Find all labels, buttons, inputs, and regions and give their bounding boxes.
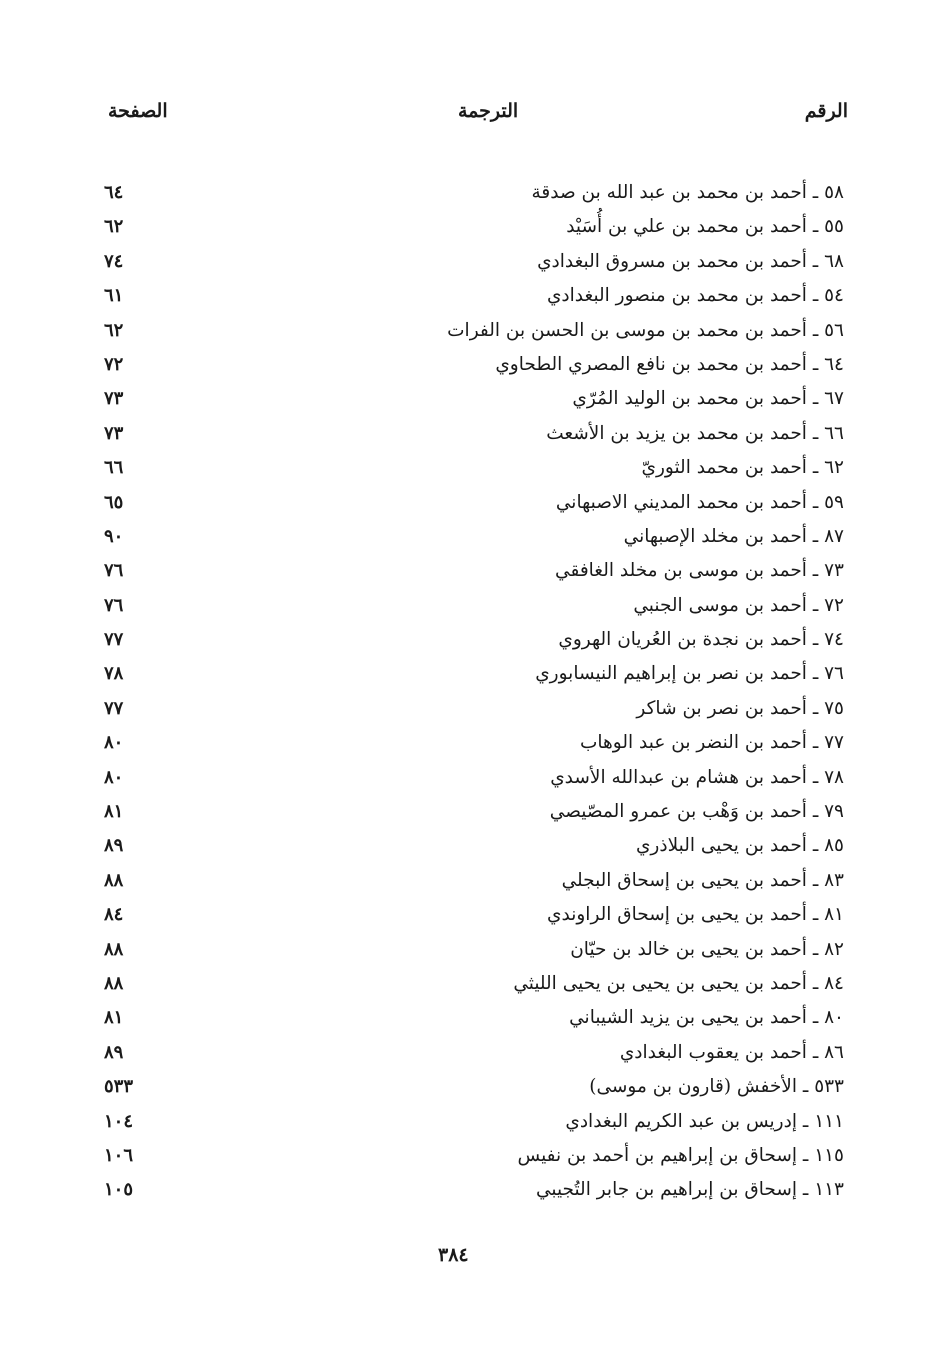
entry-text: ٥٩ ـ أحمد بن محمد المديني الاصبهاني xyxy=(555,491,844,513)
entry-text: ٥٣٣ ـ الأخفش (قارون بن موسى) xyxy=(589,1076,844,1098)
entry-text: ٨٠ ـ أحمد بن يحيى بن يزيد الشيباني xyxy=(569,1007,844,1029)
list-item xyxy=(0,1140,940,1174)
entry-text: ٧٦ ـ أحمد بن نصر بن إبراهيم النيسابوري xyxy=(535,663,844,685)
header-number-label: الرقم xyxy=(804,100,848,122)
entry-text: ٦٦ ـ أحمد بن محمد بن يزيد بن الأشعث xyxy=(546,422,844,444)
entry-text: ٧٧ ـ أحمد بن النضر بن عبد الوهاب xyxy=(580,732,844,754)
table-header xyxy=(0,100,940,134)
list-item xyxy=(0,487,940,521)
entry-text: ٥٨ ـ أحمد بن محمد بن عبد الله بن صدقة xyxy=(531,182,844,203)
entry-page: ٨٨ xyxy=(104,972,124,994)
entry-text: ٥٥ ـ أحمد بن محمد بن علي بن أُسَيْد xyxy=(566,216,844,238)
entry-text: ١١١ ـ إدريس بن عبد الكريم البغدادي xyxy=(565,1110,844,1132)
list-item xyxy=(0,658,940,692)
entry-page: ٦٢ xyxy=(104,216,124,238)
entry-page: ٨٤ xyxy=(104,904,124,926)
entry-page: ٨٠ xyxy=(104,732,124,754)
entry-page: ١٠٦ xyxy=(104,1144,134,1166)
entry-page: ٧٣ xyxy=(104,422,124,444)
entry-text: ٧٨ ـ أحمد بن هشام بن عبدالله الأسدي xyxy=(550,766,844,788)
entry-text: ١١٥ ـ إسحاق بن إبراهيم بن أحمد بن نفيس xyxy=(517,1144,844,1166)
list-item xyxy=(0,899,940,933)
list-item xyxy=(0,968,940,1002)
entry-page: ٦١ xyxy=(104,285,124,307)
list-item xyxy=(0,1106,940,1140)
entry-text: ٨٣ ـ أحمد بن يحيى بن إسحاق البجلي xyxy=(561,869,844,891)
list-item xyxy=(0,693,940,727)
list-item xyxy=(0,246,940,280)
entry-page: ٨١ xyxy=(104,1007,124,1029)
list-item xyxy=(0,349,940,383)
entry-text: ١١٣ ـ إسحاق بن إبراهيم بن جابر التُجيبي xyxy=(535,1179,844,1201)
list-item xyxy=(0,418,940,452)
list-item xyxy=(0,521,940,555)
list-item xyxy=(0,830,940,864)
list-item xyxy=(0,177,940,211)
list-item xyxy=(0,280,940,314)
entry-text: ٨٢ ـ أحمد بن يحيى بن خالد بن حيّان xyxy=(570,938,844,960)
list-item xyxy=(0,934,940,968)
list-item xyxy=(0,1002,940,1036)
entry-page: ٩٠ xyxy=(104,525,124,547)
entry-text: ٨١ ـ أحمد بن يحيى بن إسحاق الراوندي xyxy=(547,904,844,926)
list-item xyxy=(0,865,940,899)
list-item xyxy=(0,211,940,245)
entry-page: ٧٧ xyxy=(104,629,124,651)
entry-text: ٨٥ ـ أحمد بن يحيى البلاذري xyxy=(635,835,844,857)
entry-page: ٨١ xyxy=(104,801,124,823)
list-item xyxy=(0,555,940,589)
entry-page: ٦٥ xyxy=(104,491,124,513)
entry-text: ٨٤ ـ أحمد بن يحيى بن يحيى بن يحيى الليثي xyxy=(513,972,844,994)
entry-text: ٨٧ ـ أحمد بن مخلد الإصبهاني xyxy=(623,525,844,547)
entry-text: ٥٤ ـ أحمد بن محمد بن منصور البغدادي xyxy=(546,285,844,307)
list-item xyxy=(0,762,940,796)
index-list xyxy=(0,177,940,1209)
list-item xyxy=(0,315,940,349)
entry-page: ٨٩ xyxy=(104,835,124,857)
entry-text: ٦٨ ـ أحمد بن محمد بن مسروق البغدادي xyxy=(537,250,844,272)
list-item xyxy=(0,1071,940,1105)
entry-text: ٦٢ ـ أحمد بن محمد الثوريّ xyxy=(641,457,844,479)
entry-page: ٧٤ xyxy=(104,250,124,272)
header-entry-label: الترجمة xyxy=(458,100,519,122)
list-item xyxy=(0,624,940,658)
list-item xyxy=(0,1174,940,1208)
entry-text: ٧٤ ـ أحمد بن نجدة بن العُريان الهروي xyxy=(558,629,844,651)
list-item xyxy=(0,727,940,761)
entry-page: ١٠٥ xyxy=(104,1179,134,1201)
entry-page: ٦٤ xyxy=(104,182,124,203)
list-item xyxy=(0,590,940,624)
entry-text: ٥٦ ـ أحمد بن محمد بن موسى بن الحسن بن الفرات xyxy=(447,319,844,341)
entry-page: ٧٨ xyxy=(104,663,124,685)
entry-text: ٦٤ ـ أحمد بن محمد بن نافع المصري الطحاوي xyxy=(495,353,844,375)
list-item xyxy=(0,383,940,417)
entry-page: ١٠٤ xyxy=(104,1110,134,1132)
entry-page: ٧٦ xyxy=(104,594,124,616)
entry-text: ٧٩ ـ أحمد بن وَهْب بن عمرو المصّيصي xyxy=(549,801,844,823)
entry-page: ٧٢ xyxy=(104,353,124,375)
page-number: ٣٨٤ xyxy=(438,1244,469,1266)
entry-page: ٨٩ xyxy=(104,1041,124,1063)
entry-page: ٦٢ xyxy=(104,319,124,341)
entry-text: ٧٣ ـ أحمد بن موسى بن مخلد الغافقي xyxy=(555,560,844,582)
list-item xyxy=(0,796,940,830)
entry-page: ٧٧ xyxy=(104,697,124,719)
entry-page: ٦٦ xyxy=(104,457,124,479)
list-item xyxy=(0,452,940,486)
entry-page: ٨٨ xyxy=(104,938,124,960)
entry-page: ٥٣٣ xyxy=(104,1076,134,1098)
entry-page: ٨٨ xyxy=(104,869,124,891)
header-page-label: الصفحة xyxy=(108,100,168,122)
entry-text: ٧٢ ـ أحمد بن موسى الجنبي xyxy=(633,594,844,616)
entry-page: ٨٠ xyxy=(104,766,124,788)
entry-text: ٧٥ ـ أحمد بن نصر بن شاكر xyxy=(636,697,844,719)
entry-text: ٨٦ ـ أحمد بن يعقوب البغدادي xyxy=(619,1041,844,1063)
list-item xyxy=(0,1037,940,1071)
entry-page: ٧٣ xyxy=(104,388,124,410)
entry-page: ٧٦ xyxy=(104,560,124,582)
entry-text: ٦٧ ـ أحمد بن محمد بن الوليد المُرّي xyxy=(572,388,844,410)
